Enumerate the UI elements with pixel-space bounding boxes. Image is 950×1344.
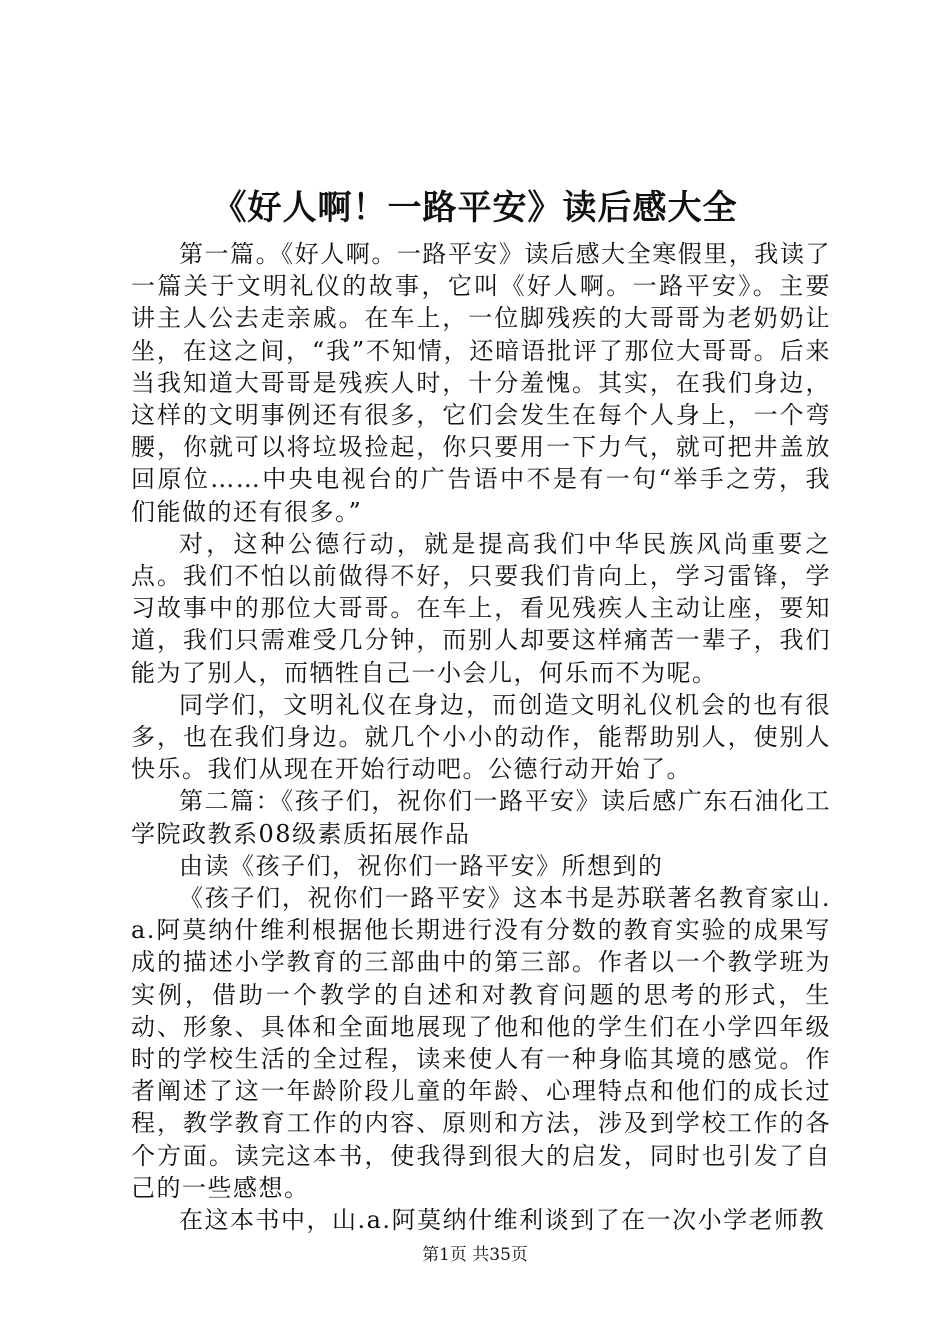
document-title: 《好人啊！一路平安》读后感大全 <box>212 188 738 228</box>
paragraph-1: 第一篇。《好人啊。一路平安》读后感大全寒假里，我读了一篇关于文明礼仪的故事，它叫《好人啊。一路平安》。主要讲主人公去走亲戚。在车上，一位脚残疾的大哥哥为老奶奶让坐，在这之间，“我”不知情，还暗语批评了那位大哥哥。后来当我知道大哥哥是残疾人时，十分羞愧。其实，在我们身边，这样的文明事例还有很多，它们会发生在每个人身上，一个弯腰，你就可以将垃圾捡起，你只要用一下力气，就可把井盖放回原位……中央电视台的广告语中不是有一句“举手之劳，我们能做的还有很多。” <box>131 240 831 526</box>
paragraph-2: 对，这种公德行动，就是提高我们中华民族风尚重要之点。我们不怕以前做得不好，只要我们肯向上，学习雷锋，学习故事中的那位大哥哥。在车上，看见残疾人主动让座，要知道，我们只需难受几分钟，而别人却要这样痛苦一辈子，我们能为了别人，而牺牲自己一小会儿，何乐而不为呢。 <box>131 529 831 687</box>
paragraph-7: 在这本书中，山.a.阿莫纳什维利谈到了在一次小学老师教 <box>179 1206 826 1235</box>
paragraph-3: 同学们，文明礼仪在身边，而创造文明礼仪机会的也有很多，也在我们身边。就几个小小的动作，能帮助别人，使别人快乐。我们从现在开始行动吧。公德行动开始了。 <box>131 690 831 784</box>
page-number-footer: 第1页 共35页 <box>422 1245 528 1265</box>
document-body <box>131 238 831 1236</box>
paragraph-5: 由读《孩子们，祝你们一路平安》所想到的 <box>179 851 664 880</box>
paragraph-6: 《孩子们，祝你们一路平安》这本书是苏联著名教育家山.a.阿莫纳什维利根据他长期进行没有分数的教育实验的成果写成的描述小学教育的三部曲中的第三部。作者以一个教学班为实例，借助一个教学的自述和对教育问题的思考的形式，生动、形象、具体和全面地展现了他和他的学生们在小学四年级时的学校生活的全过程，读来使人有一种身临其境的感觉。作者阐述了这一年龄阶段儿童的年龄、心理特点和他们的成长过程，教学教育工作的内容、原则和方法，涉及到学校工作的各个方面。读完这本书，使我得到很大的启发，同时也引发了自己的一些感想。 <box>131 884 831 1202</box>
paragraph-4: 第二篇：《孩子们，祝你们一路平安》读后感广东石油化工学院政教系08级素质拓展作品 <box>131 787 831 848</box>
